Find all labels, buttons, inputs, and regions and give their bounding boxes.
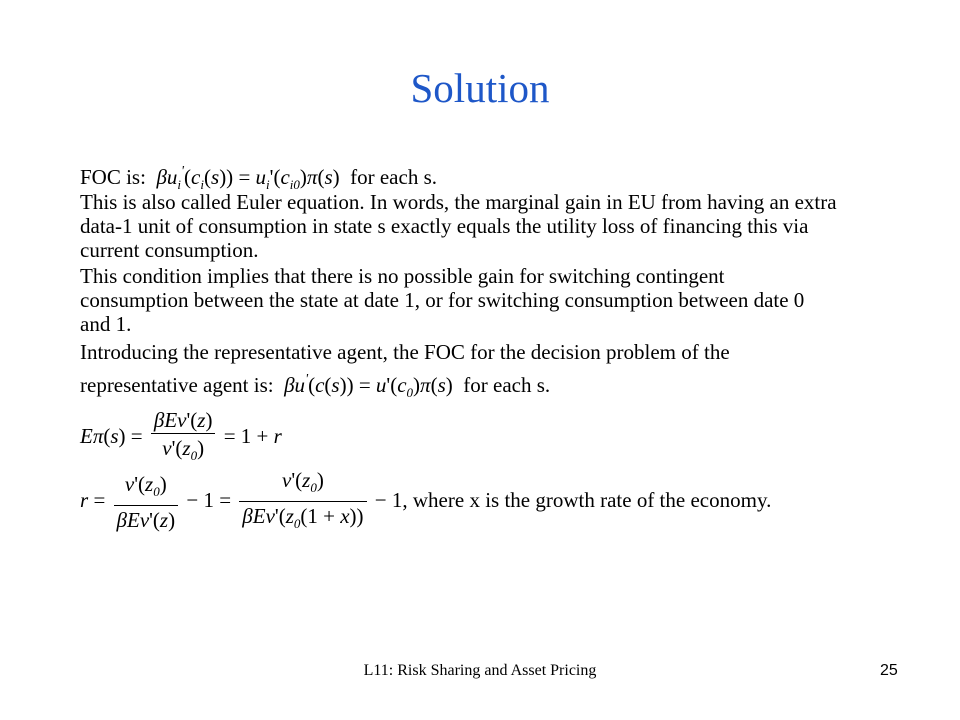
text-line: current consumption. bbox=[80, 238, 259, 262]
paragraph-euler bbox=[80, 190, 837, 262]
slide-title: Solution bbox=[410, 65, 550, 111]
foc-label: FOC is: bbox=[80, 165, 146, 189]
expected-pi-equation: Eπ(s) = $\frac{\text{βEv'(z)}}{v'(z_0)}$ = 1 + r bbox=[80, 408, 282, 468]
paragraph-condition bbox=[80, 264, 804, 336]
text-line: Introducing the representative agent, the FOC for the decision problem of the bbox=[80, 340, 730, 364]
text-line: and 1. bbox=[80, 312, 132, 336]
text-line: consumption between the state at date 1, or for switching consumption between date 0 bbox=[80, 288, 805, 312]
text-line: This is also called Euler equation. In words, the marginal gain in EU from having an extra bbox=[80, 190, 837, 214]
paragraph-representative-agent bbox=[80, 340, 730, 405]
interest-rate-tail: , where x is the growth rate of the economy. bbox=[402, 487, 772, 512]
interest-rate-equation: r = $\frac{v'(z_0)}{\text{βEv'(z)}}$ − 1 = $\frac{v'(z_0)}{\beta Ev'(z_0(1 + x))}$ − 1, where x is the growth rate of the economy. bbox=[80, 468, 771, 536]
footer-title: L11: Risk Sharing and Asset Pricing bbox=[363, 662, 597, 679]
fraction: $\frac{v'(z_0)}{\beta Ev'(z_0(1 + x))}$ bbox=[239, 468, 366, 536]
page-number: 25 bbox=[880, 662, 898, 679]
text-line: representative agent is: bbox=[80, 373, 274, 397]
representative-foc-tail: for each s. bbox=[463, 373, 551, 397]
representative-foc-line bbox=[80, 368, 730, 405]
text-line: data-1 unit of consumption in state s exactly equals the utility loss of financing this via bbox=[80, 214, 809, 238]
foc-tail: for each s. bbox=[350, 165, 437, 189]
text-line: This condition implies that there is no possible gain for switching contingent bbox=[80, 264, 725, 288]
fraction: $\frac{\text{βEv'(z)}}{v'(z_0)}$ bbox=[151, 408, 216, 468]
foc-equation: $\beta u_i'(c_i(s)) = u_i'(c_{i0})\pi(s)$ bbox=[151, 164, 340, 192]
representative-foc-equation: $\beta u'(c(s)) = u'(c_0)\pi(s)$ bbox=[278, 372, 453, 400]
fraction: $\frac{v'(z_0)}{\text{βEv'(z)}}$ bbox=[114, 472, 179, 532]
